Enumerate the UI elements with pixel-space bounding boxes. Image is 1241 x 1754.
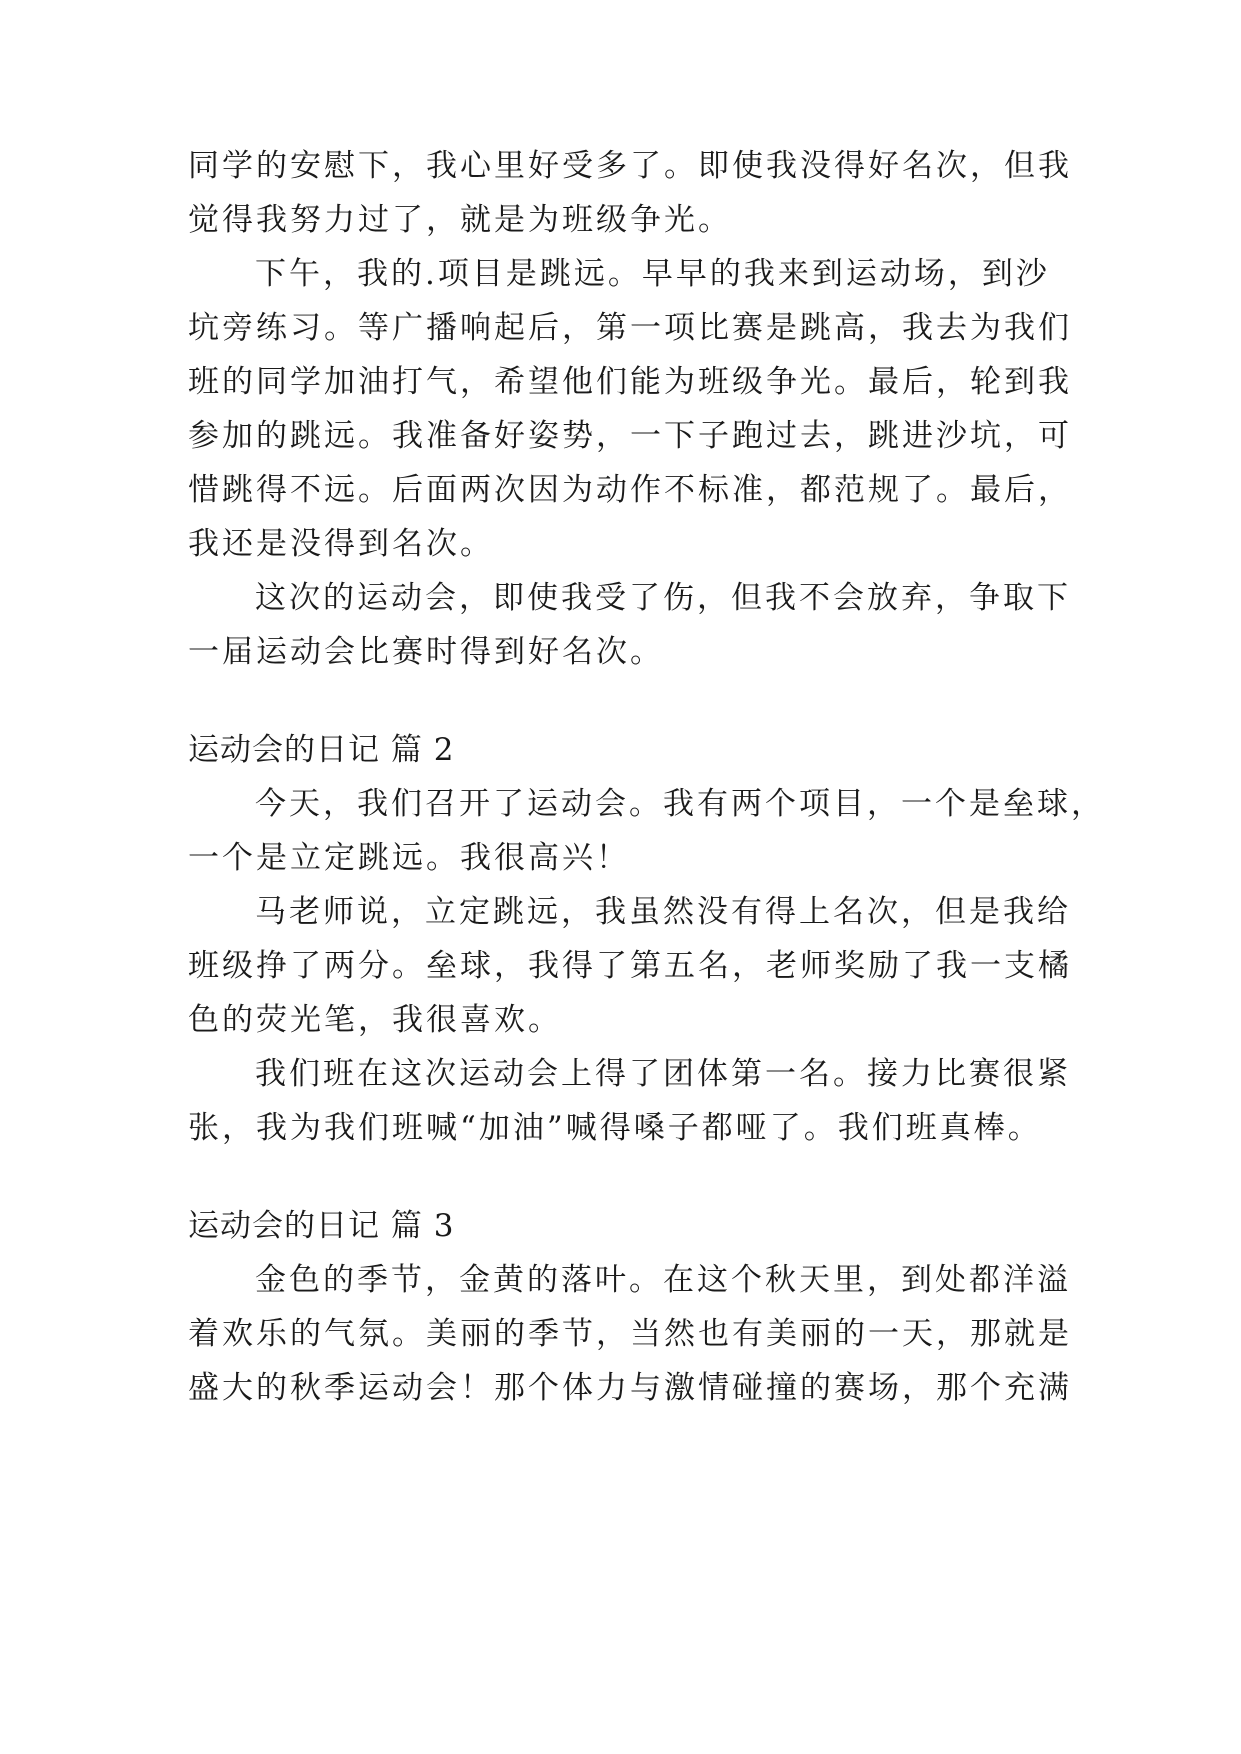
paragraph-line: 这次的运动会，即使我受了伤，但我不会放弃，争取下 (255, 580, 1071, 616)
paragraph-line: 着欢乐的气氛。美丽的季节，当然也有美丽的一天，那就是 (188, 1316, 1072, 1352)
paragraph-line: 坑旁练习。等广播响起后，第一项比赛是跳高，我去为我们 (188, 310, 1072, 346)
paragraph-line: 盛大的秋季运动会！那个体力与激情碰撞的赛场，那个充满 (188, 1370, 1072, 1406)
section-heading: 运动会的日记 篇 3 (188, 1208, 455, 1244)
paragraph-line: 同学的安慰下，我心里好受多了。即使我没得好名次，但我 (188, 148, 1072, 184)
paragraph-line: 觉得我努力过了，就是为班级争光。 (188, 202, 732, 238)
section-heading: 运动会的日记 篇 2 (188, 732, 455, 768)
paragraph-line: 张，我为我们班喊“加油”喊得嗓子都哑了。我们班真棒。 (188, 1110, 1042, 1146)
paragraph-line: 惜跳得不远。后面两次因为动作不标准，都范规了。最后， (188, 472, 1072, 508)
paragraph-line: 马老师说，立定跳远，我虽然没有得上名次，但是我给 (255, 894, 1071, 930)
paragraph-line: 参加的跳远。我准备好姿势，一下子跑过去，跳进沙坑，可 (188, 418, 1072, 454)
paragraph-line: 班的同学加油打气，希望他们能为班级争光。最后，轮到我 (188, 364, 1072, 400)
paragraph-line: 我们班在这次运动会上得了团体第一名。接力比赛很紧 (255, 1056, 1071, 1092)
paragraph-line: 下午，我的.项目是跳远。早早的我来到运动场，到沙 (255, 256, 1050, 292)
paragraph-line: 金色的季节，金黄的落叶。在这个秋天里，到处都洋溢 (255, 1262, 1071, 1298)
paragraph-line: 色的荧光笔，我很喜欢。 (188, 1002, 562, 1038)
paragraph-line: 班级挣了两分。垒球，我得了第五名，老师奖励了我一支橘 (188, 948, 1072, 984)
paragraph-line: 今天，我们召开了运动会。我有两个项目，一个是垒球， (255, 786, 1105, 822)
paragraph-line: 一届运动会比赛时得到好名次。 (188, 634, 664, 670)
paragraph-line: 一个是立定跳远。我很高兴！ (188, 840, 630, 876)
paragraph-line: 我还是没得到名次。 (188, 526, 494, 562)
